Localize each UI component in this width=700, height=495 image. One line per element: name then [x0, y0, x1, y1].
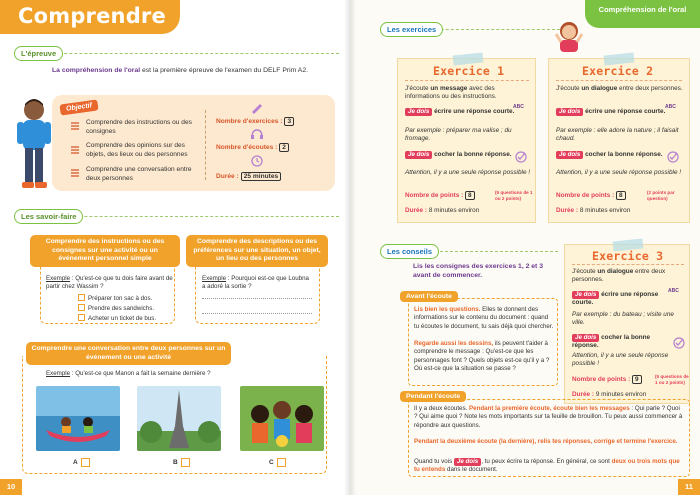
- exercise-title: Exercice 1: [433, 64, 505, 78]
- exercise-points: Nombre de points : 9: [572, 375, 642, 384]
- section-label-savoir-faire: Les savoir-faire: [14, 209, 83, 224]
- nombre-exercices: Nombre d'exercices : 3: [216, 117, 294, 126]
- divider: [205, 110, 206, 180]
- picture-checkbox-a[interactable]: [81, 458, 90, 467]
- divider: [405, 80, 529, 81]
- exercise-task: Je dois cocher la bonne réponse.: [572, 334, 651, 350]
- checkbox[interactable]: [78, 304, 85, 311]
- exercise-description: J'écoute un message avec des informations ou des instructions.: [405, 85, 497, 101]
- option-row[interactable]: Prendre des sandwichs.: [78, 304, 154, 313]
- exercise-task: Je dois cocher la bonne réponse.: [556, 151, 666, 159]
- right-page: [350, 0, 700, 495]
- checkbox-pencil-icon: [666, 150, 680, 164]
- avant-ecoute-label: Avant l'écoute: [400, 291, 458, 302]
- points-note: (5 questions de 1 ou 2 points): [495, 190, 533, 201]
- exercise-example: Par exemple : du bateau ; visite une ville.: [572, 311, 674, 327]
- exercise-duree: Durée : 9 minutes environ: [572, 391, 647, 398]
- duree: Durée : 25 minutes: [216, 172, 281, 181]
- exercise-example: Par exemple : préparer ma valise ; du fromage.: [405, 127, 512, 143]
- photo-canoe: [36, 386, 120, 451]
- exercise-duree: Durée : 8 minutes environ: [405, 207, 480, 214]
- objectif-item: Comprendre des instructions ou des consignes: [86, 119, 192, 135]
- checkbox[interactable]: [78, 294, 85, 301]
- points-note: (5 questions de 1 ou 2 points): [655, 374, 689, 385]
- pendant-ecoute-text-2: Pendant la deuxième écoute (la dernière), relis tes réponses, corrige et termine l'exercice.: [414, 438, 678, 445]
- exercise-task: Je dois écrire une réponse courte.: [405, 108, 515, 116]
- exercise-task: Je dois cocher la bonne réponse.: [405, 151, 515, 159]
- exercise-points: Nombre de points : 8: [405, 191, 475, 200]
- card-example: Exemple : Qu'est-ce que Manon a fait la semaine dernière ?: [46, 370, 211, 377]
- chapter-tab: Compréhension de l'oral: [585, 0, 700, 28]
- divider: [556, 80, 682, 81]
- exercise-attention: Attention, il y a une seule réponse possible !: [572, 352, 669, 368]
- exercise-attention: Attention, il y a une seule réponse possible !: [556, 169, 682, 176]
- chapter-title: Comprendre: [18, 4, 166, 28]
- pendant-ecoute-text-3: Quand tu vois Je dois , tu peux écrire ta réponse. En général, ce sont deux ou trois mots que tu entends dans le document.: [414, 458, 680, 474]
- list-icon: [69, 144, 81, 156]
- abc-sticker: ABC: [513, 104, 524, 110]
- picture-checkbox-c[interactable]: [277, 458, 286, 467]
- card-example: Exemple : Qu'est-ce que tu dois faire avant de partir chez Wassim ?: [46, 275, 173, 290]
- abc-sticker: ABC: [668, 288, 679, 294]
- checkbox-pencil-icon: [672, 336, 686, 350]
- page-number: 11: [678, 479, 700, 495]
- exercise-description: J'écoute un dialogue entre deux personnes.: [572, 268, 666, 284]
- section-label-epreuve: L'épreuve: [14, 46, 63, 61]
- picture-label-a: A: [73, 459, 78, 466]
- headphones-icon: [250, 128, 264, 140]
- list-icon: [69, 120, 81, 132]
- answer-line[interactable]: [202, 313, 312, 314]
- divider: [572, 264, 684, 265]
- list-icon: [69, 167, 81, 179]
- exercise-description: J'écoute un dialogue entre deux personnes.: [556, 85, 683, 92]
- pencil-icon: [250, 102, 264, 114]
- exercise-example: Par exemple : elle adore la nature ; il faisait chaud.: [556, 127, 679, 143]
- section-label-conseils: Les conseils: [380, 244, 439, 259]
- exercise-title: Exercice 3: [592, 249, 664, 263]
- chapter-banner: [0, 0, 180, 34]
- objectif-tag: Objectif: [59, 99, 98, 115]
- checkbox-pencil-icon: [514, 150, 528, 164]
- answer-line[interactable]: [202, 298, 312, 299]
- avant-ecoute-text-1: Lis bien les questions. Elles te donnent des informations sur le contenu du document : quand tu écoutes le document, tu sais déjà quoi chercher.: [414, 306, 554, 330]
- student-girl-illustration: [552, 18, 586, 52]
- student-boy-illustration: [14, 96, 54, 194]
- book-gutter: [344, 0, 356, 495]
- option-row[interactable]: Préparer ton sac à dos.: [78, 294, 152, 303]
- clock-icon: [250, 155, 264, 167]
- abc-sticker: ABC: [665, 104, 676, 110]
- option-row[interactable]: Acheter un ticket de bus.: [78, 314, 156, 323]
- exercise-points: Nombre de points : 8: [556, 191, 626, 200]
- objectif-item: Comprendre une conversation entre deux personnes: [86, 166, 192, 182]
- picture-checkbox-b[interactable]: [181, 458, 190, 467]
- exercise-task: Je dois écrire une réponse courte.: [556, 108, 666, 116]
- pendant-ecoute-text-1: Il y a deux écoutes. Pendant la première écoute, écoute bien les messages : Qui parle ? Quoi ? Qui aime quoi ? Note les mots importants sur ta feuille de brouillon. Tu peux aussi commencer à répondre aux questions.: [414, 405, 683, 429]
- card-title: Comprendre des descriptions ou des préférences sur une situation, un objet, un lieu ou des personnes: [186, 235, 328, 267]
- avant-ecoute-text-2: Regarde aussi les dessins, ils peuvent t'aider à comprendre le message : Qu'est-ce que les personnages font ? Quels objets est-ce qu'il y a ? Où est-ce que la situation se passe ?: [414, 340, 550, 372]
- points-note: (2 points par question): [647, 190, 675, 201]
- card-example: Exemple : Pourquoi est-ce que Loubna a adoré la sortie ?: [202, 275, 309, 290]
- pendant-ecoute-label: Pendant l'écoute: [400, 391, 466, 402]
- photo-picnic: [240, 386, 324, 451]
- checkbox[interactable]: [78, 314, 85, 321]
- section-label-exercices: Les exercices: [380, 22, 443, 37]
- picture-label-b: B: [173, 459, 178, 466]
- exercise-duree: Durée : 8 minutes environ: [556, 207, 631, 214]
- conseils-intro: Lis les consignes des exercices 1, 2 et 3 avant de commencer.: [413, 263, 543, 279]
- picture-label-c: C: [269, 459, 274, 466]
- exercise-attention: Attention, il y a une seule réponse possible !: [405, 169, 531, 176]
- exercise-title: Exercice 2: [582, 64, 654, 78]
- nombre-ecoutes: Nombre d'écoutes : 2: [216, 143, 289, 152]
- card-title: Comprendre une conversation entre deux personnes sur un événement ou une activité: [26, 342, 231, 365]
- objectif-item: Comprendre des opinions sur des objets, des lieux ou des personnes: [86, 142, 188, 158]
- epreuve-intro: La compréhension de l'oral est la première épreuve de l'examen du DELF Prim A2.: [52, 67, 309, 74]
- page-number: 10: [0, 479, 22, 495]
- photo-eiffel-tower: [137, 386, 221, 451]
- card-title: Comprendre des instructions ou des consignes sur une activité ou un événement personnel simple: [30, 235, 180, 267]
- exercise-task: Je dois écrire une réponse courte.: [572, 291, 659, 307]
